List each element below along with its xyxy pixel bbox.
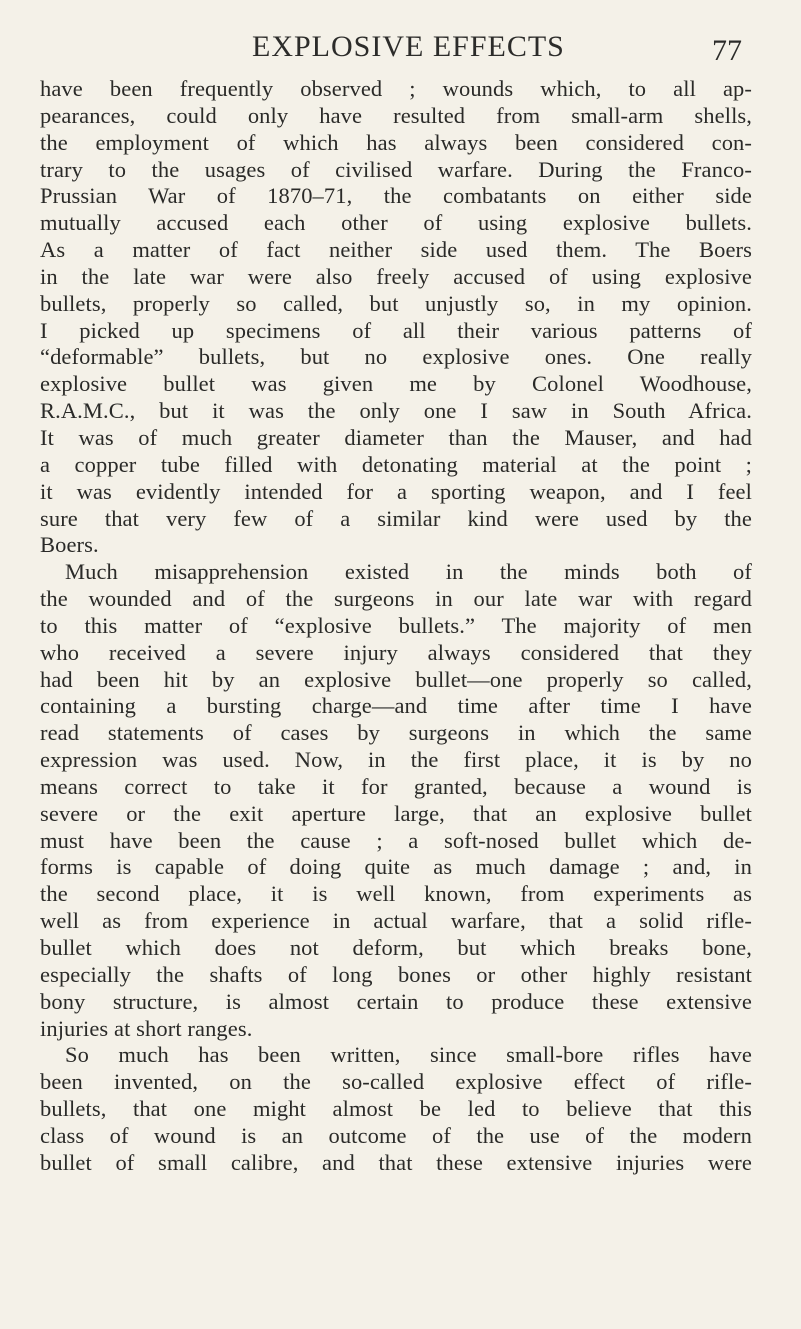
text-line: bullet of small calibre, and that these extensive injuries were [40, 1149, 752, 1175]
text-line: means correct to take it for granted, because a wound is [40, 773, 752, 799]
text-line: mutually accused each other of using explosive bullets. [40, 210, 752, 236]
text-line: R.A.M.C., but it was the only one I saw in South Africa. [40, 398, 752, 424]
text-line: had been hit by an explosive bullet—one properly so called, [40, 666, 752, 692]
text-line: bullets, properly so called, but unjustly so, in my opinion. [40, 290, 752, 316]
text-line: bony structure, is almost certain to produce these extensive [40, 988, 752, 1014]
text-line: pearances, could only have resulted from small-arm shells, [40, 102, 752, 128]
text-line: have been frequently observed ; wounds which, to all ap- [40, 76, 752, 101]
text-line: As a matter of fact neither side used them. The Boers [40, 237, 752, 263]
text-line: injuries at short ranges. [40, 1015, 253, 1041]
text-line: severe or the exit aperture large, that an explosive bullet [40, 800, 752, 826]
text-line: Prussian War of 1870–71, the combatants on either side [40, 183, 752, 209]
text-line: explosive bullet was given me by Colonel Woodhouse, [40, 371, 752, 397]
text-line: Boers. [40, 532, 99, 558]
text-line: must have been the cause ; a soft-nosed bullet which de- [40, 827, 752, 853]
text-line: So much has been written, since small-bore rifles have [65, 1042, 752, 1068]
paragraph [40, 559, 752, 1042]
text-line: forms is capable of doing quite as much damage ; and, in [40, 854, 752, 880]
text-line: It was of much greater diameter than the Mauser, and had [40, 424, 752, 450]
body-text [40, 76, 752, 1177]
page-title: EXPLOSIVE EFFECTS [252, 30, 565, 63]
text-line: expression was used. Now, in the first place, it is by no [40, 747, 752, 773]
text-line: class of wound is an outcome of the use of the modern [40, 1122, 752, 1148]
text-line: trary to the usages of civilised warfare. During the Franco- [40, 156, 752, 182]
text-line: the employment of which has always been considered con- [40, 129, 752, 155]
text-line: bullet which does not deform, but which breaks bone, [40, 935, 752, 960]
text-line: a copper tube filled with detonating material at the point ; [40, 451, 752, 477]
text-line: been invented, on the so-called explosive effect of rifle- [40, 1069, 752, 1095]
text-line: I picked up specimens of all their various patterns of [40, 317, 752, 343]
paragraph [40, 1042, 752, 1176]
text-line: “deformable” bullets, but no explosive ones. One really [40, 344, 752, 370]
text-line: containing a bursting charge—and time after time I have [40, 693, 752, 719]
page-number: 77 [712, 34, 742, 67]
text-line: it was evidently intended for a sporting weapon, and I feel [40, 478, 752, 504]
text-line: well as from experience in actual warfare, that a solid rifle- [40, 908, 752, 934]
text-line: to this matter of “explosive bullets.” The majority of men [40, 612, 752, 638]
text-line: read statements of cases by surgeons in which the same [40, 720, 752, 746]
running-head [0, 28, 801, 68]
paragraph [40, 76, 752, 559]
text-line: the wounded and of the surgeons in our late war with regard [40, 586, 752, 612]
text-line: bullets, that one might almost be led to believe that this [40, 1096, 752, 1122]
text-line: in the late war were also freely accused of using explosive [40, 263, 752, 289]
text-line: who received a severe injury always considered that they [40, 639, 752, 665]
text-line: Much misapprehension existed in the minds both of [65, 559, 752, 585]
text-line: especially the shafts of long bones or other highly resistant [40, 961, 752, 987]
text-line: sure that very few of a similar kind were used by the [40, 505, 752, 531]
text-line: the second place, it is well known, from experiments as [40, 881, 752, 907]
